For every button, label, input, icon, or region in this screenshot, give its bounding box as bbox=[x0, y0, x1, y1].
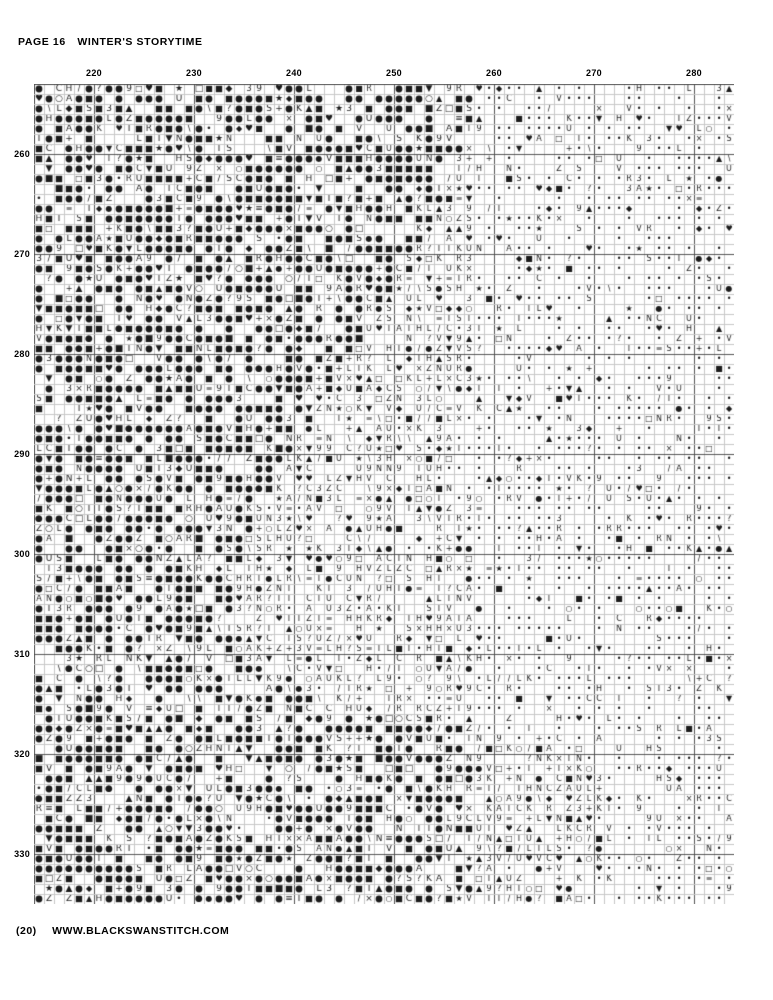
footer-website: WWW.BLACKSWANSTITCH.COM bbox=[52, 925, 230, 937]
column-tick-230: 230 bbox=[186, 68, 202, 78]
row-tick-labels bbox=[14, 84, 734, 904]
column-tick-250: 250 bbox=[386, 68, 402, 78]
row-tick-260: 260 bbox=[14, 149, 30, 159]
row-tick-270: 270 bbox=[14, 249, 30, 259]
page-footer bbox=[16, 925, 229, 937]
footer-page-number: (20) bbox=[16, 925, 37, 937]
row-tick-290: 290 bbox=[14, 449, 30, 459]
row-tick-320: 320 bbox=[14, 749, 30, 759]
column-tick-260: 260 bbox=[486, 68, 502, 78]
row-tick-310: 310 bbox=[14, 649, 30, 659]
row-tick-300: 300 bbox=[14, 549, 30, 559]
row-tick-280: 280 bbox=[14, 349, 30, 359]
page-header bbox=[18, 36, 203, 48]
row-tick-330: 330 bbox=[14, 849, 30, 859]
column-tick-240: 240 bbox=[286, 68, 302, 78]
column-tick-220: 220 bbox=[86, 68, 102, 78]
header-title: WINTER'S STORYTIME bbox=[77, 36, 203, 48]
column-tick-280: 280 bbox=[686, 68, 702, 78]
header-page-label: PAGE 16 bbox=[18, 36, 66, 48]
column-tick-270: 270 bbox=[586, 68, 602, 78]
cross-stitch-chart bbox=[14, 68, 734, 904]
